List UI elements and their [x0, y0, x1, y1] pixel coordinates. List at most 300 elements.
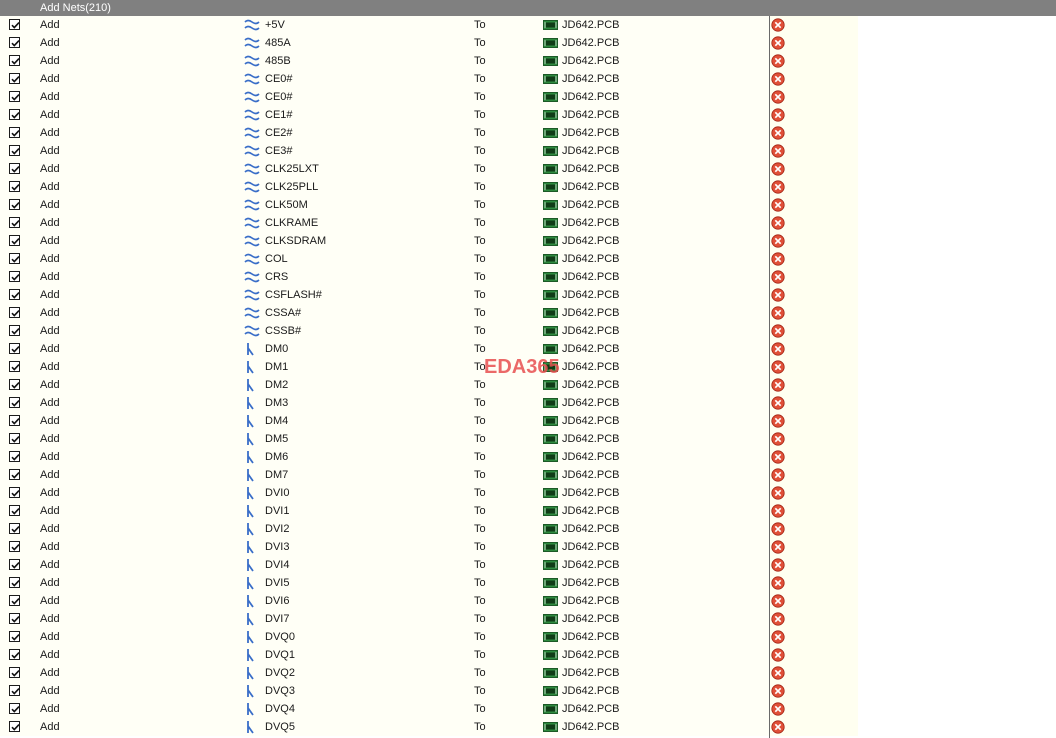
error-icon	[771, 720, 785, 734]
row-background	[0, 286, 769, 304]
to-cell: To	[474, 217, 486, 229]
bus-net-icon	[244, 18, 260, 32]
error-icon	[771, 504, 785, 518]
to-cell: To	[474, 703, 486, 715]
to-cell: To	[474, 505, 486, 517]
enable-checkbox[interactable]	[9, 217, 20, 228]
pcb-document-icon	[543, 452, 558, 462]
to-cell: To	[474, 19, 486, 31]
signal-net-icon	[244, 342, 260, 356]
table-row[interactable]	[0, 268, 1056, 286]
net-name-cell: CLK50M	[265, 199, 308, 211]
enable-checkbox[interactable]	[9, 577, 20, 588]
row-background	[0, 178, 769, 196]
error-icon	[771, 234, 785, 248]
to-cell: To	[474, 469, 486, 481]
to-cell: To	[474, 433, 486, 445]
group-header[interactable]	[0, 0, 1056, 16]
row-background	[0, 412, 769, 430]
column-divider	[769, 16, 770, 738]
target-cell: JD642.PCB	[562, 433, 620, 445]
action-cell: Add	[40, 613, 60, 625]
signal-net-icon	[244, 396, 260, 410]
pcb-document-icon	[543, 110, 558, 120]
enable-checkbox[interactable]	[9, 343, 20, 354]
net-name-cell: DM4	[265, 415, 289, 427]
row-background	[0, 142, 769, 160]
to-cell: To	[474, 289, 486, 301]
table-row[interactable]	[0, 502, 1056, 520]
bus-net-icon	[244, 144, 260, 158]
bus-net-icon	[244, 288, 260, 302]
pcb-document-icon	[543, 146, 558, 156]
signal-net-icon	[244, 576, 260, 590]
group-header-title: Add Nets(210)	[40, 2, 111, 14]
row-background	[0, 718, 769, 736]
row-background	[0, 592, 769, 610]
to-cell: To	[474, 199, 486, 211]
net-name-cell: COL	[265, 253, 288, 265]
table-row[interactable]	[0, 214, 1056, 232]
table-row[interactable]	[0, 646, 1056, 664]
target-cell: JD642.PCB	[562, 595, 620, 607]
error-icon	[771, 180, 785, 194]
to-cell: To	[474, 595, 486, 607]
table-row[interactable]	[0, 610, 1056, 628]
table-row[interactable]	[0, 160, 1056, 178]
enable-checkbox[interactable]	[9, 541, 20, 552]
error-icon	[771, 630, 785, 644]
row-background	[0, 250, 769, 268]
enable-checkbox[interactable]	[9, 289, 20, 300]
target-cell: JD642.PCB	[562, 253, 620, 265]
action-cell: Add	[40, 415, 60, 427]
net-name-cell: CLKRAME	[265, 217, 319, 229]
action-cell: Add	[40, 559, 60, 571]
row-background	[0, 448, 769, 466]
net-name-cell: DVQ0	[265, 631, 295, 643]
net-name-cell: CSSB#	[265, 325, 302, 337]
signal-net-icon	[244, 504, 260, 518]
target-cell: JD642.PCB	[562, 559, 620, 571]
enable-checkbox[interactable]	[9, 109, 20, 120]
to-cell: To	[474, 685, 486, 697]
net-name-cell: DM2	[265, 379, 289, 391]
to-cell: To	[474, 73, 486, 85]
pcb-document-icon	[543, 182, 558, 192]
error-icon	[771, 648, 785, 662]
enable-checkbox[interactable]	[9, 91, 20, 102]
to-cell: To	[474, 361, 486, 373]
to-cell: To	[474, 343, 486, 355]
error-icon	[771, 288, 785, 302]
target-cell: JD642.PCB	[562, 703, 620, 715]
net-name-cell: CLK25LXT	[265, 163, 319, 175]
pcb-document-icon	[543, 20, 558, 30]
action-cell: Add	[40, 397, 60, 409]
enable-checkbox[interactable]	[9, 595, 20, 606]
target-cell: JD642.PCB	[562, 523, 620, 535]
net-name-cell: CE0#	[265, 73, 293, 85]
pcb-document-icon	[543, 74, 558, 84]
to-cell: To	[474, 631, 486, 643]
enable-checkbox[interactable]	[9, 73, 20, 84]
net-name-cell: DVQ1	[265, 649, 295, 661]
table-row[interactable]	[0, 466, 1056, 484]
target-cell: JD642.PCB	[562, 73, 620, 85]
net-name-cell: CE3#	[265, 145, 293, 157]
row-background	[0, 376, 769, 394]
to-cell: To	[474, 145, 486, 157]
net-name-cell: CLK25PLL	[265, 181, 319, 193]
error-icon	[771, 522, 785, 536]
net-name-cell: DVI2	[265, 523, 290, 535]
action-cell: Add	[40, 631, 60, 643]
to-cell: To	[474, 667, 486, 679]
error-icon	[771, 432, 785, 446]
to-cell: To	[474, 235, 486, 247]
net-name-cell: DVQ2	[265, 667, 295, 679]
error-icon	[771, 684, 785, 698]
row-background	[0, 502, 769, 520]
net-name-cell: DM6	[265, 451, 289, 463]
target-cell: JD642.PCB	[562, 343, 620, 355]
to-cell: To	[474, 523, 486, 535]
action-cell: Add	[40, 505, 60, 517]
enable-checkbox[interactable]	[9, 55, 20, 66]
pcb-document-icon	[543, 398, 558, 408]
signal-net-icon	[244, 630, 260, 644]
pcb-document-icon	[543, 236, 558, 246]
pcb-document-icon	[543, 668, 558, 678]
to-cell: To	[474, 397, 486, 409]
action-cell: Add	[40, 685, 60, 697]
action-cell: Add	[40, 55, 60, 67]
bus-net-icon	[244, 234, 260, 248]
row-background	[0, 304, 769, 322]
target-cell: JD642.PCB	[562, 649, 620, 661]
row-background	[0, 628, 769, 646]
error-icon	[771, 54, 785, 68]
action-cell: Add	[40, 127, 60, 139]
action-cell: Add	[40, 469, 60, 481]
row-background	[0, 556, 769, 574]
pcb-document-icon	[543, 614, 558, 624]
enable-checkbox[interactable]	[9, 487, 20, 498]
signal-net-icon	[244, 432, 260, 446]
to-cell: To	[474, 307, 486, 319]
row-background	[0, 232, 769, 250]
enable-checkbox[interactable]	[9, 415, 20, 426]
bus-net-icon	[244, 216, 260, 230]
bus-net-icon	[244, 162, 260, 176]
row-background	[0, 610, 769, 628]
table-row[interactable]	[0, 538, 1056, 556]
enable-checkbox[interactable]	[9, 37, 20, 48]
bus-net-icon	[244, 198, 260, 212]
target-cell: JD642.PCB	[562, 361, 620, 373]
target-cell: JD642.PCB	[562, 19, 620, 31]
enable-checkbox[interactable]	[9, 379, 20, 390]
bus-net-icon	[244, 270, 260, 284]
to-cell: To	[474, 55, 486, 67]
error-icon	[771, 324, 785, 338]
pcb-document-icon	[543, 254, 558, 264]
table-row[interactable]	[0, 178, 1056, 196]
enable-checkbox[interactable]	[9, 451, 20, 462]
table-row[interactable]	[0, 232, 1056, 250]
to-cell: To	[474, 487, 486, 499]
action-cell: Add	[40, 307, 60, 319]
net-name-cell: DVI3	[265, 541, 290, 553]
to-cell: To	[474, 649, 486, 661]
action-cell: Add	[40, 649, 60, 661]
watermark: EDA365	[484, 356, 560, 378]
table-row[interactable]	[0, 556, 1056, 574]
row-background	[0, 16, 769, 34]
bus-net-icon	[244, 306, 260, 320]
net-name-cell: 485A	[265, 37, 291, 49]
signal-net-icon	[244, 666, 260, 680]
table-row[interactable]	[0, 286, 1056, 304]
net-name-cell: +5V	[265, 19, 285, 31]
table-row[interactable]	[0, 106, 1056, 124]
table-row[interactable]	[0, 124, 1056, 142]
pcb-document-icon	[543, 200, 558, 210]
enable-checkbox[interactable]	[9, 721, 20, 732]
table-row[interactable]	[0, 394, 1056, 412]
target-cell: JD642.PCB	[562, 613, 620, 625]
action-cell: Add	[40, 451, 60, 463]
table-row[interactable]	[0, 664, 1056, 682]
pcb-document-icon	[543, 380, 558, 390]
signal-net-icon	[244, 702, 260, 716]
enable-checkbox[interactable]	[9, 667, 20, 678]
bus-net-icon	[244, 126, 260, 140]
signal-net-icon	[244, 414, 260, 428]
table-row[interactable]	[0, 250, 1056, 268]
table-row[interactable]	[0, 52, 1056, 70]
action-cell: Add	[40, 217, 60, 229]
enable-checkbox[interactable]	[9, 253, 20, 264]
action-cell: Add	[40, 73, 60, 85]
pcb-document-icon	[543, 542, 558, 552]
target-cell: JD642.PCB	[562, 541, 620, 553]
error-icon	[771, 666, 785, 680]
target-cell: JD642.PCB	[562, 415, 620, 427]
table-row[interactable]	[0, 682, 1056, 700]
target-cell: JD642.PCB	[562, 631, 620, 643]
table-row[interactable]	[0, 520, 1056, 538]
enable-checkbox[interactable]	[9, 631, 20, 642]
table-row[interactable]	[0, 196, 1056, 214]
table-row[interactable]	[0, 430, 1056, 448]
pcb-document-icon	[543, 290, 558, 300]
table-row[interactable]	[0, 34, 1056, 52]
row-background	[0, 196, 769, 214]
action-cell: Add	[40, 667, 60, 679]
target-cell: JD642.PCB	[562, 163, 620, 175]
enable-checkbox[interactable]	[9, 19, 20, 30]
pcb-document-icon	[543, 416, 558, 426]
signal-net-icon	[244, 360, 260, 374]
error-icon	[771, 162, 785, 176]
to-cell: To	[474, 37, 486, 49]
row-background	[0, 520, 769, 538]
error-icon	[771, 594, 785, 608]
pcb-document-icon	[543, 164, 558, 174]
error-icon	[771, 72, 785, 86]
target-cell: JD642.PCB	[562, 55, 620, 67]
row-background	[0, 268, 769, 286]
table-row[interactable]	[0, 412, 1056, 430]
enable-checkbox[interactable]	[9, 235, 20, 246]
row-background	[0, 106, 769, 124]
table-row[interactable]	[0, 322, 1056, 340]
row-background	[0, 214, 769, 232]
action-cell: Add	[40, 91, 60, 103]
enable-checkbox[interactable]	[9, 127, 20, 138]
row-background	[0, 124, 769, 142]
to-cell: To	[474, 127, 486, 139]
net-name-cell: CLKSDRAM	[265, 235, 327, 247]
signal-net-icon	[244, 612, 260, 626]
bus-net-icon	[244, 90, 260, 104]
bus-net-icon	[244, 36, 260, 50]
to-cell: To	[474, 253, 486, 265]
action-cell: Add	[40, 541, 60, 553]
net-name-cell: DM5	[265, 433, 289, 445]
enable-checkbox[interactable]	[9, 145, 20, 156]
table-row[interactable]	[0, 574, 1056, 592]
error-icon	[771, 108, 785, 122]
error-icon	[771, 306, 785, 320]
net-name-cell: DM3	[265, 397, 289, 409]
net-name-cell: CE0#	[265, 91, 293, 103]
enable-checkbox[interactable]	[9, 523, 20, 534]
signal-net-icon	[244, 522, 260, 536]
enable-checkbox[interactable]	[9, 685, 20, 696]
row-background	[0, 34, 769, 52]
enable-checkbox[interactable]	[9, 361, 20, 372]
error-icon	[771, 360, 785, 374]
error-icon	[771, 414, 785, 428]
action-cell: Add	[40, 163, 60, 175]
pcb-document-icon	[543, 722, 558, 732]
error-icon	[771, 270, 785, 284]
net-name-cell: DVQ3	[265, 685, 295, 697]
net-name-cell: DVQ4	[265, 703, 295, 715]
row-background	[0, 88, 769, 106]
bus-net-icon	[244, 180, 260, 194]
net-name-cell: CRS	[265, 271, 289, 283]
to-cell: To	[474, 577, 486, 589]
error-icon	[771, 486, 785, 500]
enable-checkbox[interactable]	[9, 397, 20, 408]
action-cell: Add	[40, 289, 60, 301]
pcb-document-icon	[543, 488, 558, 498]
pcb-document-icon	[543, 128, 558, 138]
net-name-cell: DM1	[265, 361, 289, 373]
to-cell: To	[474, 163, 486, 175]
table-row[interactable]	[0, 88, 1056, 106]
signal-net-icon	[244, 684, 260, 698]
enable-checkbox[interactable]	[9, 181, 20, 192]
row-background	[0, 646, 769, 664]
target-cell: JD642.PCB	[562, 577, 620, 589]
enable-checkbox[interactable]	[9, 613, 20, 624]
table-row[interactable]	[0, 628, 1056, 646]
enable-checkbox[interactable]	[9, 703, 20, 714]
signal-net-icon	[244, 378, 260, 392]
action-cell: Add	[40, 199, 60, 211]
enable-checkbox[interactable]	[9, 325, 20, 336]
pcb-document-icon	[543, 578, 558, 588]
table-row[interactable]	[0, 448, 1056, 466]
enable-checkbox[interactable]	[9, 307, 20, 318]
action-cell: Add	[40, 37, 60, 49]
signal-net-icon	[244, 468, 260, 482]
table-row[interactable]	[0, 718, 1056, 736]
to-cell: To	[474, 415, 486, 427]
error-icon	[771, 468, 785, 482]
error-icon	[771, 144, 785, 158]
enable-checkbox[interactable]	[9, 199, 20, 210]
table-row[interactable]	[0, 592, 1056, 610]
row-background	[0, 430, 769, 448]
enable-checkbox[interactable]	[9, 469, 20, 480]
pcb-document-icon	[543, 596, 558, 606]
table-row[interactable]	[0, 70, 1056, 88]
net-name-cell: DVI5	[265, 577, 290, 589]
action-cell: Add	[40, 487, 60, 499]
table-row[interactable]	[0, 16, 1056, 34]
bus-net-icon	[244, 252, 260, 266]
pcb-document-icon	[543, 218, 558, 228]
target-cell: JD642.PCB	[562, 217, 620, 229]
action-cell: Add	[40, 379, 60, 391]
action-cell: Add	[40, 595, 60, 607]
pcb-document-icon	[543, 92, 558, 102]
error-icon	[771, 702, 785, 716]
action-cell: Add	[40, 19, 60, 31]
target-cell: JD642.PCB	[562, 289, 620, 301]
table-row[interactable]	[0, 142, 1056, 160]
action-cell: Add	[40, 181, 60, 193]
enable-checkbox[interactable]	[9, 433, 20, 444]
bus-net-icon	[244, 72, 260, 86]
error-icon	[771, 540, 785, 554]
net-name-cell: DM7	[265, 469, 289, 481]
net-name-cell: CE1#	[265, 109, 293, 121]
pcb-document-icon	[543, 56, 558, 66]
table-row[interactable]	[0, 700, 1056, 718]
enable-checkbox[interactable]	[9, 649, 20, 660]
enable-checkbox[interactable]	[9, 163, 20, 174]
target-cell: JD642.PCB	[562, 199, 620, 211]
pcb-document-icon	[543, 272, 558, 282]
error-icon	[771, 126, 785, 140]
enable-checkbox[interactable]	[9, 271, 20, 282]
enable-checkbox[interactable]	[9, 505, 20, 516]
action-cell: Add	[40, 361, 60, 373]
signal-net-icon	[244, 558, 260, 572]
pcb-document-icon	[543, 524, 558, 534]
enable-checkbox[interactable]	[9, 559, 20, 570]
table-row[interactable]	[0, 304, 1056, 322]
row-background	[0, 574, 769, 592]
table-row[interactable]	[0, 484, 1056, 502]
